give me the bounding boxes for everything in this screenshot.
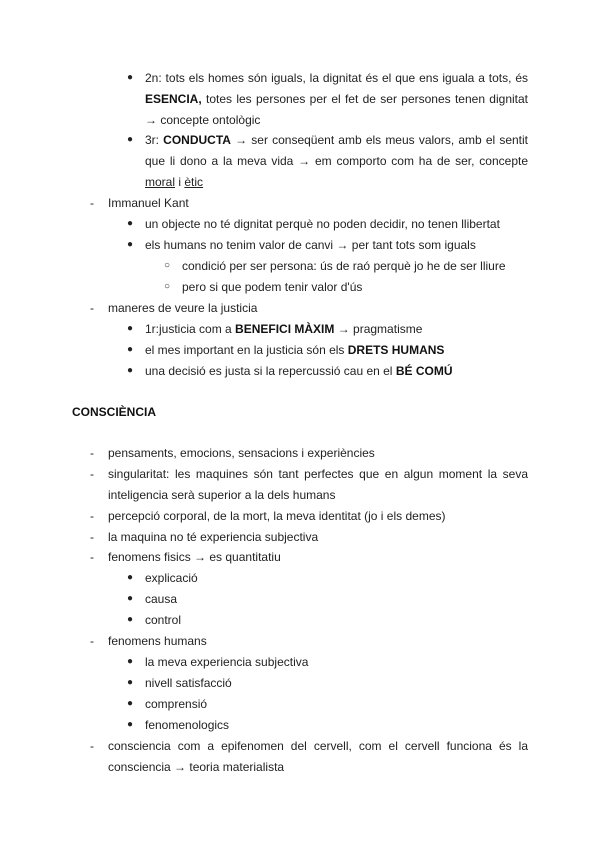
dash-icon: - — [90, 634, 94, 648]
item-text: comprensió — [145, 697, 208, 711]
item-text: inteligencia serà superior a la dels humans — [108, 488, 336, 502]
dash-icon: - — [90, 550, 94, 564]
item-text: consciencia → teoria materialista — [108, 760, 285, 774]
item-text: maneres de veure la justicia — [108, 301, 258, 315]
circle-bullet-icon: ○ — [164, 281, 171, 292]
item-text: consciencia com a epifenomen del cervell, com el cervell funciona és la — [108, 739, 528, 753]
item-text — [145, 340, 528, 361]
item-text: explicació — [145, 571, 198, 585]
item-text: Immanuel Kant — [108, 196, 189, 210]
item-text-part: una decisió es justa si la repercussió cau en el — [145, 364, 396, 378]
item-text: la maquina no té experiencia subjectiva — [108, 530, 319, 544]
bold-term: BENEFICI MÀXIM — [235, 322, 335, 336]
dash-icon: - — [90, 301, 94, 315]
item-text: → concepte ontològic — [145, 113, 261, 127]
item-text: condició per ser persona: ús de raó perquè jo he de ser lliure — [182, 259, 506, 273]
item-text-part: 3r: — [145, 133, 164, 147]
item-text: 2n: tots els homes són iguals, la dignitat és el que ens iguala a tots, és — [145, 71, 528, 85]
dash-icon: - — [90, 509, 94, 523]
bullet-icon: ● — [127, 365, 134, 376]
dash-icon: - — [90, 530, 94, 544]
item-text — [145, 319, 528, 340]
underlined-term: ètic — [184, 175, 204, 189]
bullet-icon: ● — [127, 218, 134, 229]
item-text: fenomens humans — [108, 634, 207, 648]
bold-term: CONDUCTA — [163, 133, 231, 147]
bullet-icon: ● — [127, 698, 134, 709]
item-text: fenomens fisics → es quantitatiu — [108, 550, 281, 564]
item-text: pero si que podem tenir valor d'ús — [182, 280, 363, 294]
bold-term: DRETS HUMANS — [347, 343, 445, 357]
bullet-icon: ● — [127, 593, 134, 604]
item-text — [145, 130, 528, 151]
bold-term: BÉ COMÚ — [395, 364, 453, 378]
item-text-part: el mes important en la justicia són els — [145, 343, 348, 357]
item-text: els humans no tenim valor de canvi → per tant tots som iguals — [145, 238, 476, 252]
item-text-part: 1r:justicia com a — [145, 322, 236, 336]
dash-icon: - — [90, 739, 94, 753]
item-text: nivell satisfacció — [145, 676, 232, 690]
bullet-icon: ● — [127, 614, 134, 625]
bullet-icon: ● — [127, 656, 134, 667]
underlined-term: moral — [145, 175, 176, 189]
item-text — [145, 172, 528, 193]
dash-icon: - — [90, 196, 94, 210]
bullet-icon: ● — [127, 323, 134, 334]
item-text-part: → ser conseqüent amb els meus valors, amb el sentit — [230, 133, 529, 147]
bullet-icon: ● — [127, 72, 134, 83]
item-text-part: → pragmatisme — [334, 322, 423, 336]
bullet-icon: ● — [127, 134, 134, 145]
item-text: un objecte no té dignitat perquè no poden decidir, no tenen llibertat — [145, 217, 500, 231]
item-text: la meva experiencia subjectiva — [145, 655, 309, 669]
dash-icon: - — [90, 446, 94, 460]
bullet-icon: ● — [127, 239, 134, 250]
item-text: causa — [145, 592, 178, 606]
bullet-icon: ● — [127, 572, 134, 583]
item-text: fenomenologics — [145, 718, 230, 732]
item-text: percepció corporal, de la mort, la meva identitat (jo i els demes) — [108, 509, 446, 523]
bold-term: ESENCIA, — [145, 92, 202, 106]
item-text — [145, 89, 528, 110]
bullet-icon: ● — [127, 677, 134, 688]
item-text: control — [145, 613, 182, 627]
bullet-icon: ● — [127, 344, 134, 355]
dash-icon: - — [90, 467, 94, 481]
item-text — [145, 361, 528, 382]
item-text: pensaments, emocions, sensacions i experiències — [108, 446, 375, 460]
circle-bullet-icon: ○ — [164, 260, 171, 271]
bullet-icon: ● — [127, 719, 134, 730]
item-text: singularitat: les maquines són tant perfectes que en algun moment la seva — [108, 467, 528, 481]
section-heading: CONSCIÈNCIA — [72, 405, 157, 419]
item-text-part: i — [175, 175, 185, 189]
item-text-part: totes les persones per el fet de ser persones tenen dignitat — [201, 92, 528, 106]
item-text: que li dono a la meva vida → em comporto com ha de ser, concepte — [145, 154, 528, 168]
